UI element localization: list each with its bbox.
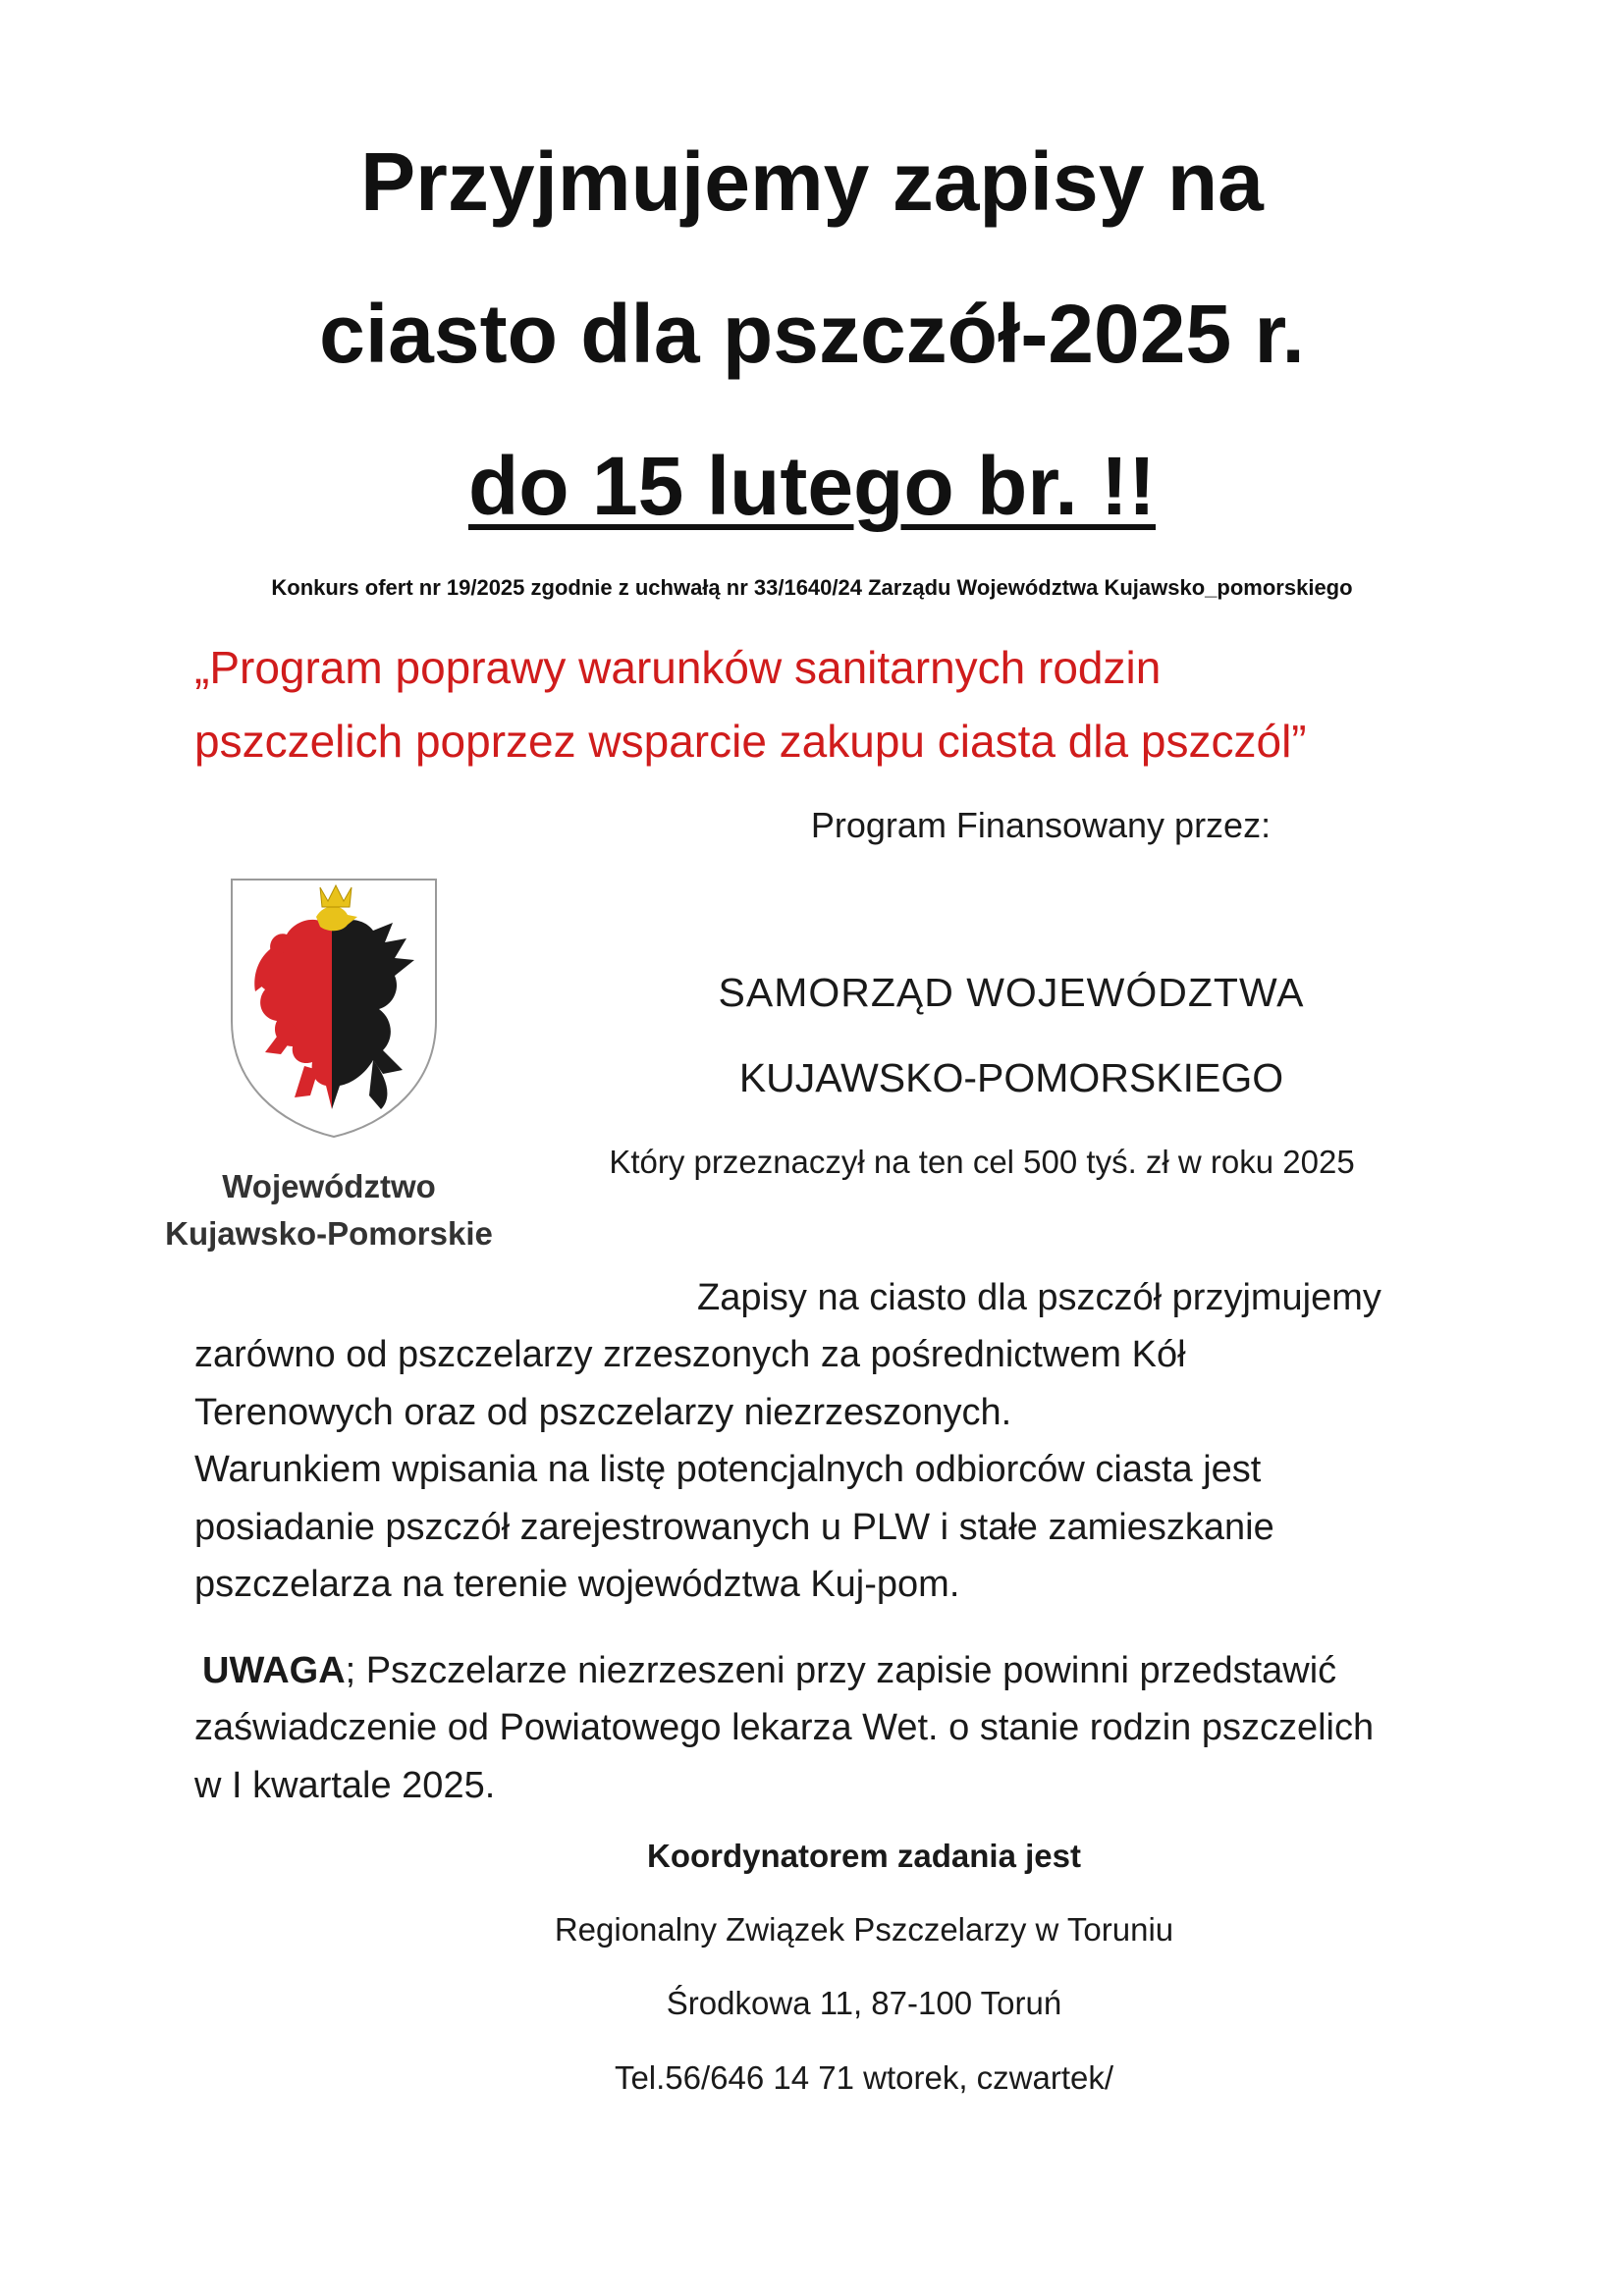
body-line-5: posiadanie pszczół zarejestrowanych u PLW i stałe zamieszkanie bbox=[194, 1507, 1274, 1548]
body-line-1: Zapisy na ciasto dla pszczół przyjmujemy bbox=[697, 1277, 1381, 1318]
logo-text-line-2: Kujawsko-Pomorskie bbox=[165, 1215, 493, 1252]
funding-amount-note: Który przeznaczył na ten cel 500 tyś. zł w roku 2025 bbox=[609, 1144, 1355, 1180]
coordinator-heading: Koordynatorem zadania jest bbox=[647, 1838, 1081, 1874]
funder-line-1: SAMORZĄD WOJEWÓDZTWA bbox=[718, 970, 1305, 1015]
funder-line-2: KUJAWSKO-POMORSKIEGO bbox=[738, 1055, 1284, 1100]
notice-line-2: zaświadczenie od Powiatowego lekarza Wet. o stanie rodzin pszczelich bbox=[194, 1707, 1375, 1748]
logo-text-line-1: Województwo bbox=[222, 1168, 436, 1204]
funding-label: Program Finansowany przez: bbox=[810, 805, 1272, 845]
voivodeship-logo bbox=[113, 805, 535, 1315]
body-line-6: pszczelarza na terenie województwa Kuj-pom. bbox=[194, 1564, 960, 1605]
body-line-3: Terenowych oraz od pszczelarzy niezrzeszonych. bbox=[194, 1392, 1012, 1433]
title-line-1: Przyjmujemy zapisy na bbox=[360, 135, 1264, 228]
coordinator-address: Środkowa 11, 87-100 Toruń bbox=[666, 1985, 1062, 2021]
coat-of-arms-icon bbox=[226, 874, 442, 1144]
program-name-line-1: „Program poprawy warunków sanitarnych rodzin bbox=[194, 642, 1162, 693]
program-name-line-2: pszczelich poprzez wsparcie zakupu ciasta dla pszczól” bbox=[194, 716, 1307, 767]
notice-line-3: w I kwartale 2025. bbox=[194, 1765, 496, 1806]
notice-line-1 bbox=[202, 1642, 1336, 1699]
notice-line-1-text: ; Pszczelarze niezrzeszeni przy zapisie powinni przedstawić bbox=[345, 1650, 1337, 1691]
notice-label: UWAGA bbox=[202, 1650, 346, 1691]
coordinator-phone: Tel.56/646 14 71 wtorek, czwartek/ bbox=[614, 2059, 1114, 2096]
contest-note: Konkurs ofert nr 19/2025 zgodnie z uchwałą nr 33/1640/24 Zarządu Województwa Kujawsko_pomorskiego bbox=[271, 575, 1353, 600]
coordinator-name: Regionalny Związek Pszczelarzy w Toruniu bbox=[554, 1911, 1174, 1948]
title-deadline: do 15 lutego br. !! bbox=[467, 440, 1156, 532]
title-line-2: ciasto dla pszczół-2025 r. bbox=[319, 288, 1305, 380]
body-line-2: zarówno od pszczelarzy zrzeszonych za pośrednictwem Kół bbox=[194, 1334, 1186, 1375]
body-line-4: Warunkiem wpisania na listę potencjalnych odbiorców ciasta jest bbox=[194, 1449, 1262, 1490]
